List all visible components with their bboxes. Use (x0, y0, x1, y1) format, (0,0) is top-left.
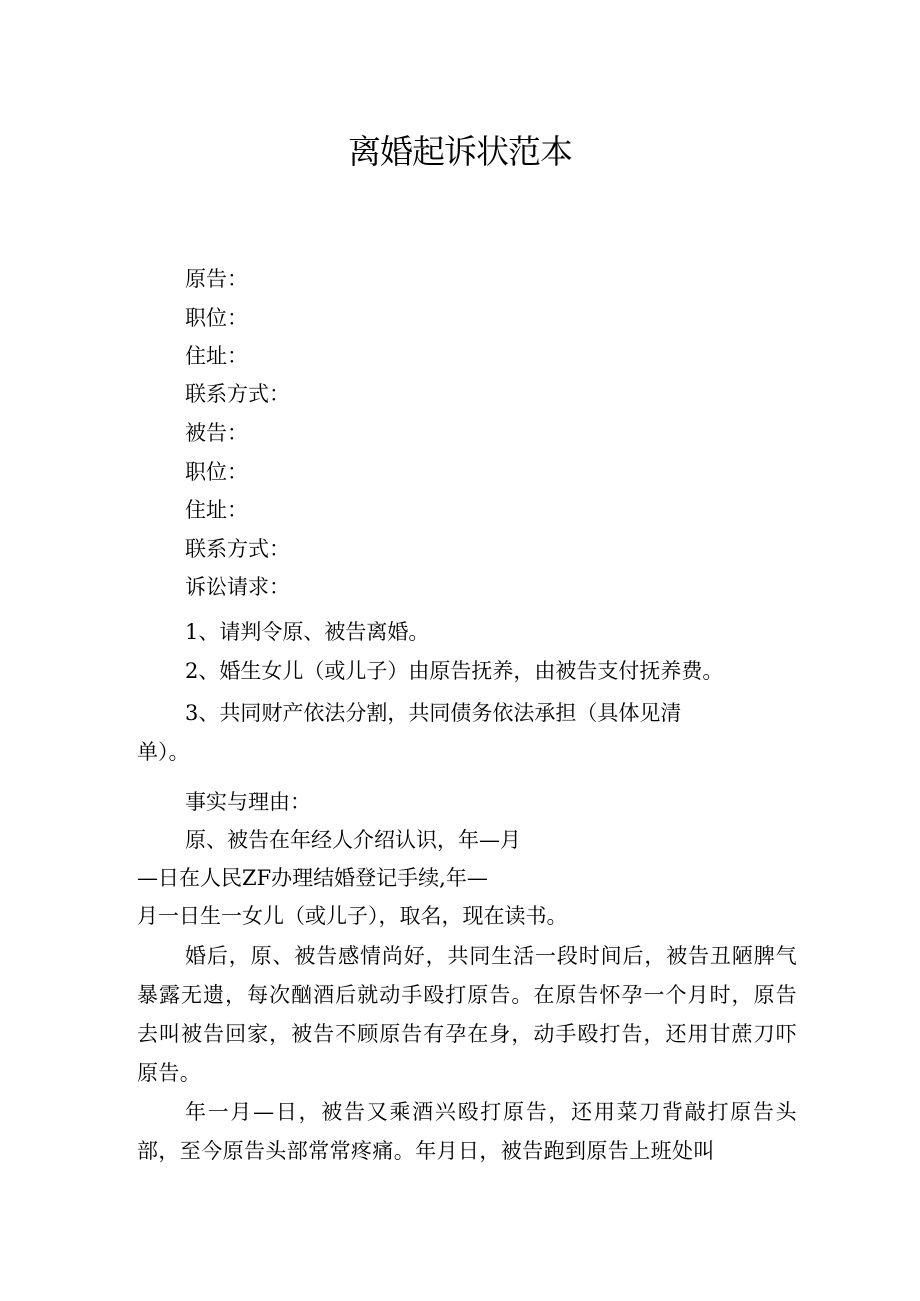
facts-paragraph-1: 婚后，原、被告感情尚好，共同生活一段时间后，被告丑陋脾气暴露无遗，每次酗酒后就动手殴打原告。在原告怀孕一个月时，原告去叫被告回家，被告不顾原告有孕在身，动手殴打告，还用甘蔗刀吓原告。 (137, 944, 797, 1085)
defendant-contact-label: 联系方式： (185, 537, 290, 561)
facts-line-2: —日在人民ZF办理结婚登记手续,年— (137, 866, 488, 890)
document-title: 离婚起诉状范本 (348, 132, 572, 171)
defendant-address-label: 住址： (185, 498, 248, 522)
facts-heading: 事实与理由： (185, 790, 311, 814)
facts-paragraph-2: 年一月—日，被告又乘酒兴殴打原告，还用菜刀背敲打原告头部，至今原告头部常常疼痛。年月日，被告跑到原告上班处叫 (137, 1100, 797, 1163)
claims-heading: 诉讼请求： (185, 575, 290, 599)
plaintiff-label: 原告： (185, 267, 248, 291)
defendant-label: 被告： (185, 421, 248, 445)
plaintiff-position-label: 职位： (185, 306, 248, 330)
claim-item-3: 3、共同财产依法分割，共同债务依法承担（具体见清 (185, 701, 682, 725)
claim-item-2: 2、婚生女儿（或儿子）由原告抚养，由被告支付抚养费。 (185, 659, 724, 683)
facts-line-1: 原、被告在年经人介绍认识，年—月 (185, 828, 521, 852)
claim-item-1: 1、请判令原、被告离婚。 (185, 620, 430, 644)
plaintiff-address-label: 住址： (185, 344, 248, 368)
facts-line-3: 月一日生一女儿（或儿子），取名，现在读书。 (137, 904, 568, 928)
claim-item-3-continuation: 单）。 (137, 740, 190, 764)
plaintiff-contact-label: 联系方式： (185, 382, 290, 406)
defendant-position-label: 职位： (185, 460, 248, 484)
